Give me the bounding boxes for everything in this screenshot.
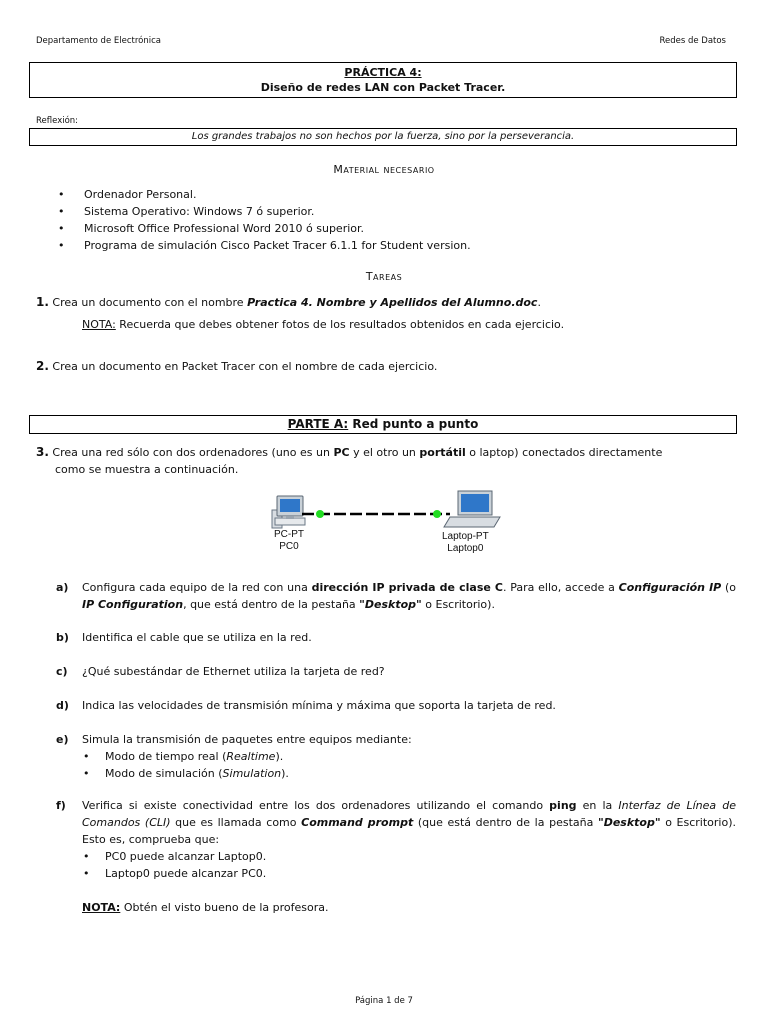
item-intro: Simula la transmisión de paquetes entre equipos mediante: <box>82 733 412 746</box>
header-department: Departamento de Electrónica <box>36 36 161 46</box>
filename: Practica 4. Nombre y Apellidos del Alumno.doc <box>247 296 538 309</box>
text-run: (que está dentro de la pestaña <box>413 816 598 829</box>
pc-label <box>274 529 304 553</box>
list-item <box>82 765 736 782</box>
text-run: o Escritorio). Esto es, comprueba que: <box>82 816 736 846</box>
header-subject: Redes de Datos <box>659 36 726 46</box>
text-run: Configura cada equipo de la red con una <box>82 581 312 594</box>
bold-italic-run: IP Configuration <box>82 598 184 611</box>
laptop-name: Laptop0 <box>447 543 484 554</box>
text-run: (o <box>721 581 736 594</box>
item-e <box>56 731 736 782</box>
list-item: • Microsoft Office Professional Word 2010 ó superior. <box>58 220 471 237</box>
task-3 <box>36 444 736 478</box>
laptop-model: Laptop-PT <box>442 531 489 542</box>
text-run: Verifica si existe conectividad entre los dos ordenadores utilizando el comando <box>82 799 550 812</box>
task-number: 3. <box>36 445 49 459</box>
note-label: NOTA: <box>82 901 121 914</box>
laptop-port-led <box>433 510 441 518</box>
parte-a-label: PARTE A: <box>287 417 349 431</box>
item-label: c) <box>56 665 68 678</box>
material-list <box>58 186 471 254</box>
note-2 <box>82 899 736 916</box>
text-run: ). <box>281 767 289 780</box>
text-run: o Escritorio). <box>421 598 495 611</box>
task-text: Crea un documento con el nombre <box>52 296 248 309</box>
list-item: • PC0 puede alcanzar Laptop0. <box>82 848 736 865</box>
note-text: Recuerda que debes obtener fotos de los resultados obtenidos en cada ejercicio. <box>115 318 565 331</box>
italic-run: Realtime <box>226 750 276 763</box>
item-text: ¿Qué subestándar de Ethernet utiliza la tarjeta de red? <box>82 665 385 678</box>
item-label: a) <box>56 581 69 594</box>
text-run: Modo de tiempo real ( <box>105 750 227 763</box>
item-label: e) <box>56 733 69 746</box>
item-text: Identifica el cable que se utiliza en la red. <box>82 631 312 644</box>
network-diagram <box>262 487 522 559</box>
task-text: Crea un documento en Packet Tracer con el nombre de cada ejercicio. <box>52 360 438 373</box>
task-text-end: . <box>537 296 541 309</box>
note-text: Obtén el visto bueno de la profesora. <box>120 901 329 914</box>
parte-a-box <box>29 415 737 434</box>
task-text-line2: como se muestra a continuación. <box>55 463 239 476</box>
item-label: b) <box>56 631 69 644</box>
item-text <box>82 797 736 916</box>
pc-model: PC-PT <box>274 529 304 540</box>
note-label: NOTA: <box>82 318 116 331</box>
laptop-label <box>442 531 489 555</box>
pc-port-led <box>316 510 324 518</box>
item-paragraph <box>82 797 736 848</box>
task-2 <box>36 358 437 375</box>
sub-list <box>82 748 736 782</box>
text-run: ). <box>275 750 284 763</box>
item-a <box>56 579 736 613</box>
task-bold: PC <box>333 446 350 459</box>
item-c <box>56 663 736 680</box>
title-box <box>29 62 737 98</box>
list-item: • Programa de simulación Cisco Packet Tracer 6.1.1 for Student version. <box>58 237 471 254</box>
practice-number: PRÁCTICA 4: <box>344 66 422 79</box>
item-label: d) <box>56 699 69 712</box>
task-text: Crea una red sólo con dos ordenadores (uno es un <box>52 446 334 459</box>
parte-a-title: Red punto a punto <box>348 417 479 431</box>
bold-italic-run: Command prompt <box>301 816 414 829</box>
bold-run: ping <box>549 799 577 812</box>
item-text <box>82 579 736 613</box>
sub-list <box>82 848 736 882</box>
task-text: y el otro un <box>349 446 420 459</box>
list-item: • Laptop0 puede alcanzar PC0. <box>82 865 736 882</box>
task-text: o laptop) conectados directamente <box>465 446 663 459</box>
laptop-icon <box>444 491 500 527</box>
material-heading: Material necesario <box>333 163 435 176</box>
text-run: Modo de simulación ( <box>105 767 223 780</box>
practice-title: Diseño de redes LAN con Packet Tracer. <box>260 81 506 94</box>
tareas-heading: Tareas <box>365 270 403 283</box>
bold-run: dirección IP privada de clase C <box>311 581 503 594</box>
item-text: Indica las velocidades de transmisión mínima y máxima que soporta la tarjeta de red. <box>82 699 556 712</box>
italic-run: Simulation <box>222 767 282 780</box>
list-item: • Ordenador Personal. <box>58 186 471 203</box>
item-f <box>56 797 736 916</box>
task-bold: portátil <box>419 446 466 459</box>
pc-icon <box>272 496 305 528</box>
italic-run: Interfaz de Línea de Comandos (CLI) <box>82 799 737 829</box>
text-run: . Para ello, accede a <box>503 581 619 594</box>
bold-italic-run: Configuración IP <box>618 581 722 594</box>
item-label: f) <box>56 799 66 812</box>
text-run: , que está dentro de la pestaña <box>183 598 360 611</box>
list-item <box>82 748 736 765</box>
note-1 <box>82 318 564 331</box>
reflection-label: Reflexión: <box>36 116 79 126</box>
task-number: 2. <box>36 359 49 373</box>
task-1 <box>36 294 541 311</box>
text-run: en la <box>576 799 619 812</box>
bold-italic-run: "Desktop" <box>359 598 422 611</box>
page-number: Página 1 de 7 <box>355 996 413 1006</box>
task-number: 1. <box>36 295 49 309</box>
text-run: que es llamada como <box>170 816 302 829</box>
bold-italic-run: "Desktop" <box>597 816 661 829</box>
item-d <box>56 697 736 714</box>
reflection-quote: Los grandes trabajos no son hechos por la fuerza, sino por la perseverancia. <box>29 128 737 146</box>
item-b <box>56 629 736 646</box>
pc-name: PC0 <box>279 541 299 552</box>
item-text <box>82 731 736 782</box>
list-item: • Sistema Operativo: Windows 7 ó superior. <box>58 203 471 220</box>
